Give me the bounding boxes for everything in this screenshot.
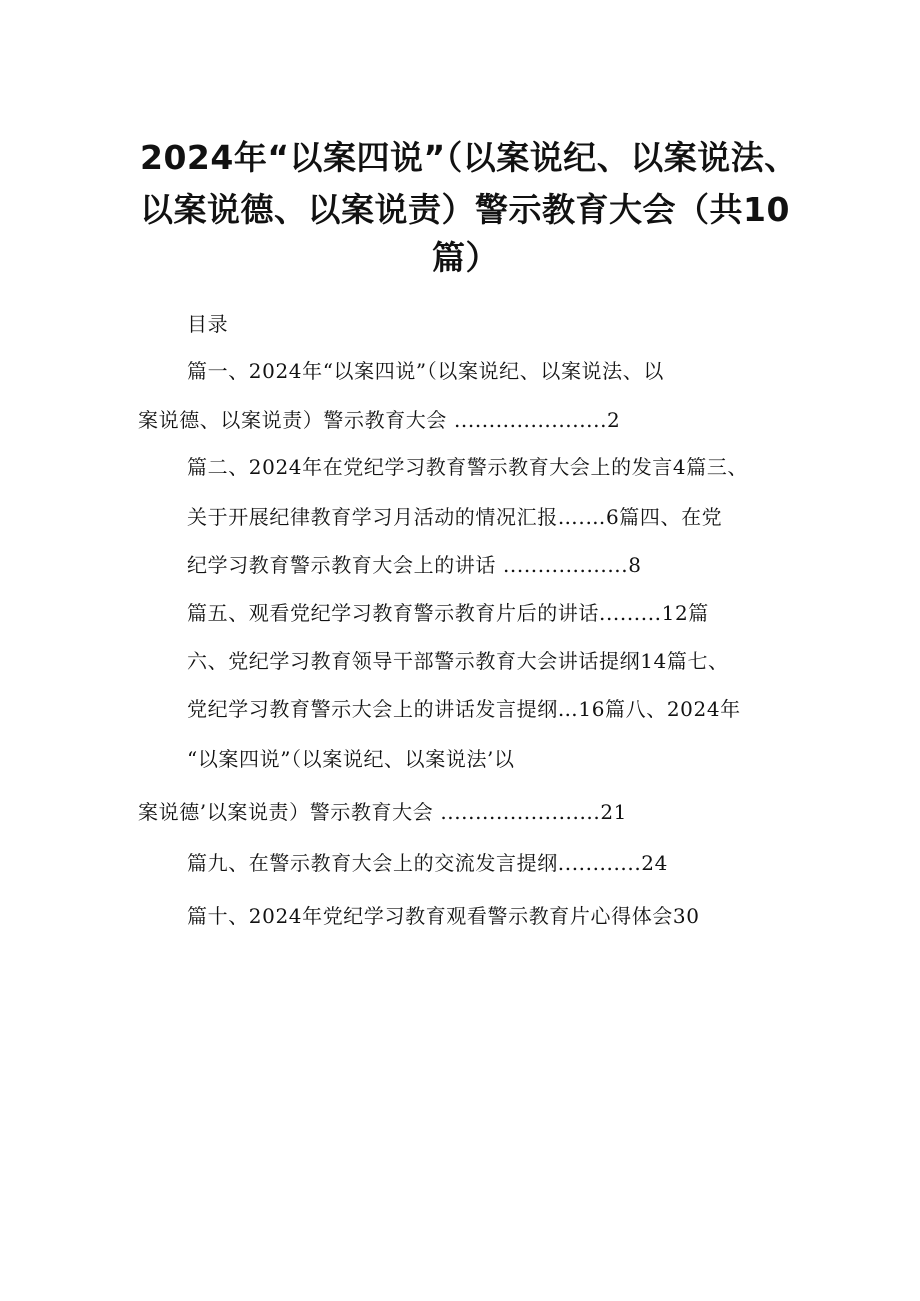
toc-heading: 目录 xyxy=(187,312,229,336)
toc-entry-line: “以案四说”（以案说纪、以案说法’以 xyxy=(187,747,515,771)
toc-entry-line: 六、党纪学习教育领导干部警示教育大会讲话提纲14篇七、 xyxy=(187,649,729,673)
toc-entry-line: 党纪学习教育警示大会上的讲话发言提纲…16篇八、2024年 xyxy=(187,697,741,721)
document-title-line-2: 以案说德、以案说责）警示教育大会（共10 xyxy=(140,190,790,229)
toc-entry-line: 篇九、在警示教育大会上的交流发言提纲............24 xyxy=(187,851,668,875)
toc-entry-line: 案说德、以案说责）警示教育大会 ......................2 xyxy=(138,408,621,432)
toc-entry-line: 案说德’以案说责）警示教育大会 .......................21 xyxy=(138,800,627,824)
toc-entry-line: 篇一、2024年“以案四说”（以案说纪、以案说法、以 xyxy=(187,359,664,383)
toc-entry-line: 关于开展纪律教育学习月活动的情况汇报….…6篇四、在党 xyxy=(187,505,723,529)
toc-entry-line: 篇五、观看党纪学习教育警示教育片后的讲话.........12篇 xyxy=(187,601,709,625)
toc-entry-line: 篇二、2024年在党纪学习教育警示教育大会上的发言4篇三、 xyxy=(187,455,749,479)
document-title-line-3: 篇） xyxy=(432,238,499,277)
document-title-line-1: 2024年“以案四说”（以案说纪、以案说法、 xyxy=(140,138,798,177)
toc-entry-line: 纪学习教育警示教育大会上的讲话 ..................8 xyxy=(187,553,642,577)
toc-entry-line: 篇十、2024年党纪学习教育观看警示教育片心得体会30 xyxy=(187,904,700,928)
